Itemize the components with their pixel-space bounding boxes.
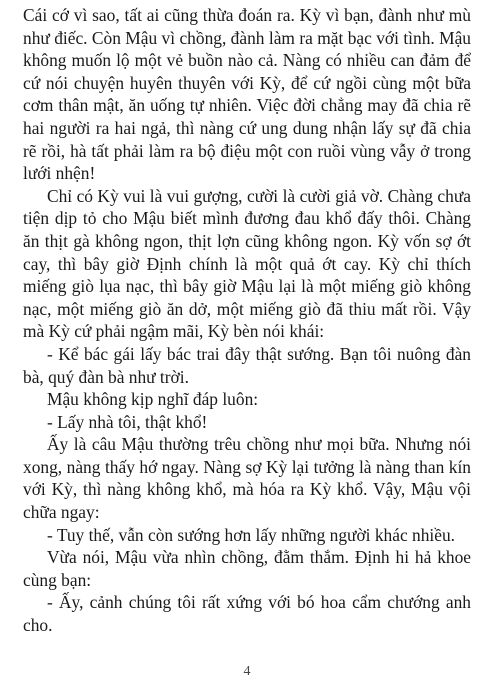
paragraph: - Ấy, cảnh chúng tôi rất xứng với bó hoa cẩm chướng anh cho. — [23, 592, 471, 636]
paragraph: - Lấy nhà tôi, thật khổ! — [47, 411, 208, 432]
paragraph: Mậu không kịp nghĩ đáp luôn: — [47, 389, 259, 410]
paragraph: Cái cớ vì sao, tất ai cũng thừa đoán ra. Kỳ vì bạn, đành như mù như điếc. Còn Mậu vì chồng, đành làm ra mặt bạc với tình. Mậu không muốn lộ một vẻ buồn nào cả. Nàng có nhiều can đảm để cứ nói chuyện huyên thuyên với Kỳ, để cứ ngồi cùng một bữa cơm thân mật, ăn uống tự nhiên. Việc đời chẳng may đã chia rẽ hai người ra hai ngả, thì nàng cứ ung dung nhận lấy sự đã chia rẽ rồi, hà tất phải làm ra bộ điệu một con ruồi vùng vẫy ở trong lưới nhện! — [23, 5, 471, 184]
paragraph: Ấy là câu Mậu thường trêu chồng như mọi bữa. Nhưng nói xong, nàng thấy hớ ngay. Nàng sợ Kỳ lại tưởng là nàng than kín với Kỳ, thì nàng không khổ, mà hóa ra Kỳ khổ. Vậy, Mậu vội chữa ngay: — [23, 434, 471, 523]
page-text — [23, 4, 471, 637]
paragraph: Vừa nói, Mậu vừa nhìn chồng, đằm thắm. Định hi hả khoe cùng bạn: — [23, 547, 471, 590]
paragraph: - Tuy thế, vẫn còn sướng hơn lấy những người khác nhiều. — [47, 524, 455, 545]
paragraph: Chỉ có Kỳ vui là vui gượng, cười là cười giả vờ. Chàng chưa tiện dịp tỏ cho Mậu biết mình đương đau khổ đấy thôi. Chàng ăn thịt gà không ngon, thịt lợn cũng không ngon. Kỳ vốn sợ ớt cay, thì bây giờ Định chính là một quả ớt cay. Kỳ chỉ thích miếng giò lụa nạc, thì bây giờ Mậu lại là một miếng giò không nạc, một miếng giò ăn dở, một miếng giò đã thiu mất rồi. Vậy mà Kỳ cứ phải ngậm mãi, Kỳ bèn nói khái: — [23, 185, 471, 342]
paragraph: - Kể bác gái lấy bác trai đây thật sướng. Bạn tôi nuông đàn bà, quý đàn bà như trời. — [23, 343, 471, 387]
page-number: 4 — [243, 664, 251, 679]
